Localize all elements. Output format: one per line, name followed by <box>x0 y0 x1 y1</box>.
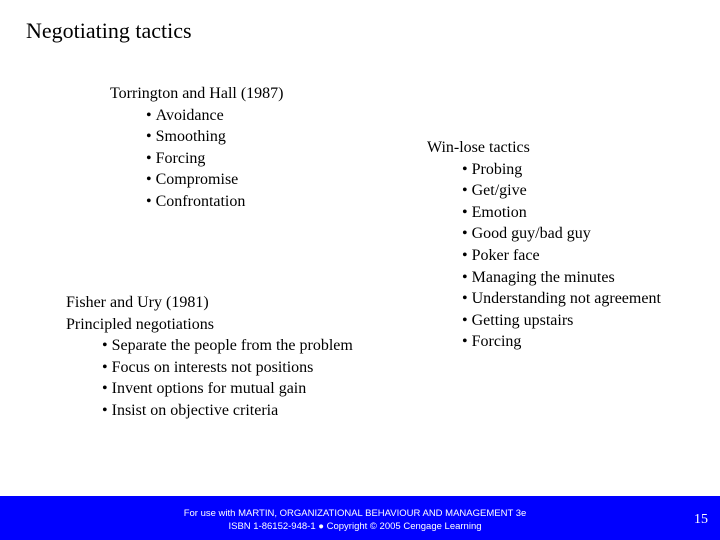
footer-line-1: For use with MARTIN, ORGANIZATIONAL BEHAVIOUR AND MANAGEMENT 3e <box>183 508 527 519</box>
list-item: • Confrontation <box>146 191 284 213</box>
list-item: • Managing the minutes <box>462 267 661 289</box>
list-item: • Smoothing <box>146 126 284 148</box>
footer-bar <box>0 496 720 540</box>
list-item: • Insist on objective criteria <box>102 400 353 422</box>
slide-title: Negotiating tactics <box>26 18 192 43</box>
list-item: • Forcing <box>146 148 284 170</box>
fisher-heading: Fisher and Ury (1981) <box>66 294 209 311</box>
winlose-heading: Win-lose tactics <box>427 139 530 156</box>
list-item: • Probing <box>462 159 661 181</box>
torrington-hall-block <box>110 83 284 213</box>
list-item: • Separate the people from the problem <box>102 335 353 357</box>
winlose-list <box>427 159 661 353</box>
torrington-heading: Torrington and Hall (1987) <box>110 85 284 102</box>
list-item: • Focus on interests not positions <box>102 357 353 379</box>
fisher-list <box>66 335 353 421</box>
fisher-ury-block <box>66 292 353 422</box>
list-item: • Understanding not agreement <box>462 288 661 310</box>
list-item: • Avoidance <box>146 105 284 127</box>
footer-text <box>0 507 710 533</box>
page-number: 15 <box>694 512 708 527</box>
list-item: • Getting upstairs <box>462 310 661 332</box>
win-lose-block <box>427 137 661 353</box>
list-item: • Invent options for mutual gain <box>102 378 353 400</box>
footer-line-2: ISBN 1-86152-948-1 ● Copyright © 2005 Cengage Learning <box>228 521 482 532</box>
list-item: • Forcing <box>462 331 661 353</box>
list-item: • Compromise <box>146 169 284 191</box>
list-item: • Get/give <box>462 180 661 202</box>
list-item: • Good guy/bad guy <box>462 223 661 245</box>
fisher-subheading: Principled negotiations <box>66 315 214 333</box>
list-item: • Emotion <box>462 202 661 224</box>
list-item: • Poker face <box>462 245 661 267</box>
torrington-list <box>110 105 284 213</box>
